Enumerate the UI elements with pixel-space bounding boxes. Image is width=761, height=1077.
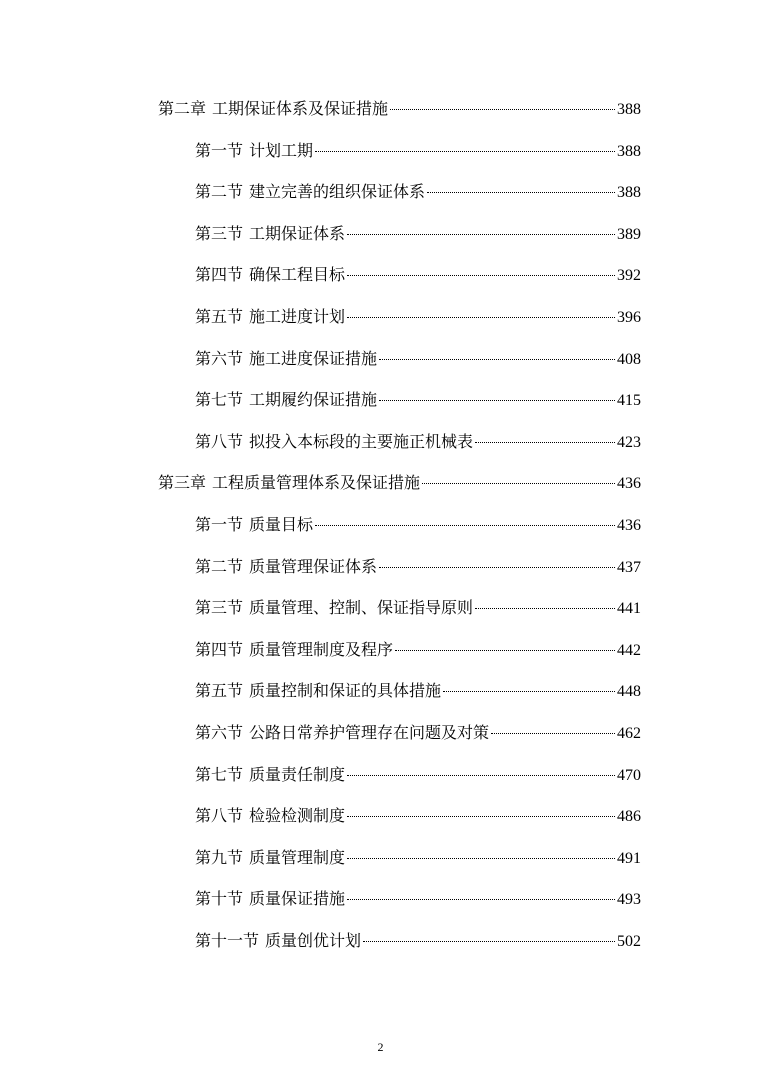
- toc-entry-label: [195, 139, 313, 163]
- toc-entry-number: 第三章: [158, 473, 207, 493]
- toc-entry[interactable]: [195, 846, 641, 871]
- dot-leader: [443, 691, 615, 692]
- toc-entry-number: 第九节: [195, 847, 244, 867]
- toc-entry-number: 第四节: [195, 639, 244, 659]
- toc-entry[interactable]: [195, 679, 641, 704]
- toc-entry-page: 423: [617, 433, 641, 451]
- dot-leader: [475, 442, 615, 443]
- toc-entry-page: 470: [617, 766, 641, 784]
- toc-entry-label: [195, 721, 489, 745]
- toc-entry[interactable]: [158, 471, 641, 496]
- dot-leader: [315, 525, 615, 526]
- toc-entry-page: 388: [617, 184, 641, 202]
- toc-entry[interactable]: [158, 97, 641, 122]
- page-number: 2: [377, 1040, 384, 1054]
- dot-leader: [347, 317, 615, 318]
- toc-entry-title: 质量管理、控制、保证指导原则: [249, 598, 474, 618]
- toc-entry-label: [195, 679, 441, 703]
- toc-entry-page: 442: [617, 641, 641, 659]
- toc-entry-label: [195, 596, 473, 620]
- dot-leader: [347, 858, 615, 859]
- toc-entry-title: 拟投入本标段的主要施正机械表: [249, 431, 474, 451]
- toc-entry[interactable]: [195, 305, 641, 330]
- toc-entry-label: [195, 929, 361, 953]
- toc-entry-label: [158, 97, 388, 121]
- toc-entry-title: 计划工期: [249, 140, 314, 160]
- dot-leader: [390, 109, 615, 110]
- toc-entry-number: 第七节: [195, 764, 244, 784]
- toc-entry-page: 491: [617, 849, 641, 867]
- toc-entry-number: 第六节: [195, 348, 244, 368]
- toc-entry[interactable]: [195, 180, 641, 205]
- toc-entry[interactable]: [195, 388, 641, 413]
- toc-entry-label: [195, 887, 345, 911]
- dot-leader: [347, 775, 615, 776]
- toc-entry-number: 第十一节: [195, 931, 260, 950]
- toc-entry-title: 建立完善的组织保证体系: [249, 182, 426, 202]
- toc-entry-label: [195, 804, 345, 828]
- toc-entry-number: 第八节: [195, 806, 244, 826]
- toc-entry-number: 第六节: [195, 723, 244, 742]
- toc-entry-number: 第五节: [195, 681, 244, 701]
- dot-leader: [379, 400, 615, 401]
- toc-entry-title: 质量管理制度: [249, 847, 346, 867]
- dot-leader: [363, 941, 615, 942]
- toc-entry-title: 质量创优计划: [265, 931, 362, 950]
- toc-entry-page: 436: [617, 517, 641, 534]
- toc-entry-number: 第一节: [195, 140, 244, 160]
- toc-entry-title: 质量责任制度: [249, 764, 346, 784]
- toc-entry[interactable]: [195, 721, 641, 746]
- dot-leader: [491, 733, 615, 734]
- toc-entry-title: 施工进度保证措施: [249, 348, 378, 368]
- toc-entry-title: 质量管理制度及程序: [249, 639, 394, 659]
- toc-entry-label: [195, 555, 377, 579]
- toc-entry-label: [195, 763, 345, 787]
- toc-entry-label: [195, 180, 425, 204]
- toc-entry[interactable]: [195, 929, 641, 954]
- toc-entry-page: 436: [617, 475, 641, 493]
- dot-leader: [422, 483, 615, 484]
- dot-leader: [475, 608, 615, 609]
- toc-entry-label: [195, 388, 377, 412]
- toc-entry-label: [158, 471, 420, 495]
- toc-entry-title: 质量控制和保证的具体措施: [249, 681, 442, 701]
- toc-entry-title: 工程质量管理体系及保证措施: [212, 473, 421, 493]
- toc-entry-number: 第二节: [195, 182, 244, 202]
- toc-entry-page: 396: [617, 309, 641, 326]
- toc-entry-title: 工期保证体系: [249, 223, 346, 243]
- toc-entry-title: 工期履约保证措施: [249, 390, 378, 410]
- dot-leader: [379, 567, 615, 568]
- toc-entry-label: [195, 638, 393, 662]
- toc-entry-page: 388: [617, 142, 641, 160]
- toc-entry-page: 502: [617, 933, 641, 950]
- toc-entry[interactable]: [195, 347, 641, 372]
- toc-entry-page: 392: [617, 267, 641, 285]
- toc-entry-label: [195, 430, 473, 454]
- toc-entry-number: 第二章: [158, 99, 207, 118]
- toc-entry-title: 确保工程目标: [249, 265, 346, 285]
- toc-entry-title: 检验检测制度: [249, 806, 346, 826]
- toc-entry-label: [195, 263, 345, 287]
- toc-entry-page: 389: [617, 225, 641, 243]
- toc-entry[interactable]: [195, 513, 641, 538]
- toc-entry-title: 质量保证措施: [249, 889, 346, 909]
- toc-entry-page: 486: [617, 808, 641, 826]
- toc-entry[interactable]: [195, 804, 641, 829]
- dot-leader: [347, 234, 615, 235]
- toc-entry-number: 第四节: [195, 265, 244, 285]
- toc-entry-label: [195, 305, 345, 329]
- toc-entry-number: 第三节: [195, 223, 244, 243]
- dot-leader: [427, 192, 615, 193]
- toc-entry-page: 493: [617, 891, 641, 909]
- toc-entry[interactable]: [195, 222, 641, 247]
- toc-entry-number: 第三节: [195, 598, 244, 618]
- toc-entry-label: [195, 513, 313, 537]
- toc-entry-number: 第五节: [195, 307, 244, 326]
- dot-leader: [315, 151, 615, 152]
- toc-entry-page: 441: [617, 600, 641, 618]
- toc-entry-number: 第二节: [195, 556, 244, 576]
- dot-leader: [347, 899, 615, 900]
- toc-entry-title: 工期保证体系及保证措施: [212, 99, 389, 118]
- toc-entry-page: 408: [617, 350, 641, 368]
- toc-entry-title: 质量目标: [249, 515, 314, 534]
- toc-entry-page: 448: [617, 683, 641, 701]
- toc-entry[interactable]: [195, 555, 641, 580]
- toc-entry-label: [195, 222, 345, 246]
- toc-entry-label: [195, 846, 345, 870]
- dot-leader: [347, 816, 615, 817]
- toc-entry-title: 质量管理保证体系: [249, 556, 378, 576]
- toc-entry[interactable]: [195, 430, 641, 455]
- dot-leader: [379, 359, 615, 360]
- toc-entry[interactable]: [195, 763, 641, 788]
- toc-entry-page: 388: [617, 101, 641, 118]
- toc-entry-page: 415: [617, 392, 641, 410]
- toc-entry-number: 第八节: [195, 431, 244, 451]
- toc-entry-label: [195, 347, 377, 371]
- dot-leader: [347, 275, 615, 276]
- toc-entry[interactable]: [195, 596, 641, 621]
- toc-entry[interactable]: [195, 263, 641, 288]
- toc-entry[interactable]: [195, 887, 641, 912]
- toc-entry[interactable]: [195, 638, 641, 663]
- toc-entry[interactable]: [195, 139, 641, 164]
- toc-entry-title: 施工进度计划: [249, 307, 346, 326]
- toc-entry-number: 第十节: [195, 889, 244, 909]
- toc-entry-page: 462: [617, 725, 641, 742]
- toc-entry-number: 第一节: [195, 515, 244, 534]
- dot-leader: [395, 650, 615, 651]
- toc-entry-number: 第七节: [195, 390, 244, 410]
- toc-entry-page: 437: [617, 558, 641, 576]
- toc-entry-title: 公路日常养护管理存在问题及对策: [249, 723, 490, 742]
